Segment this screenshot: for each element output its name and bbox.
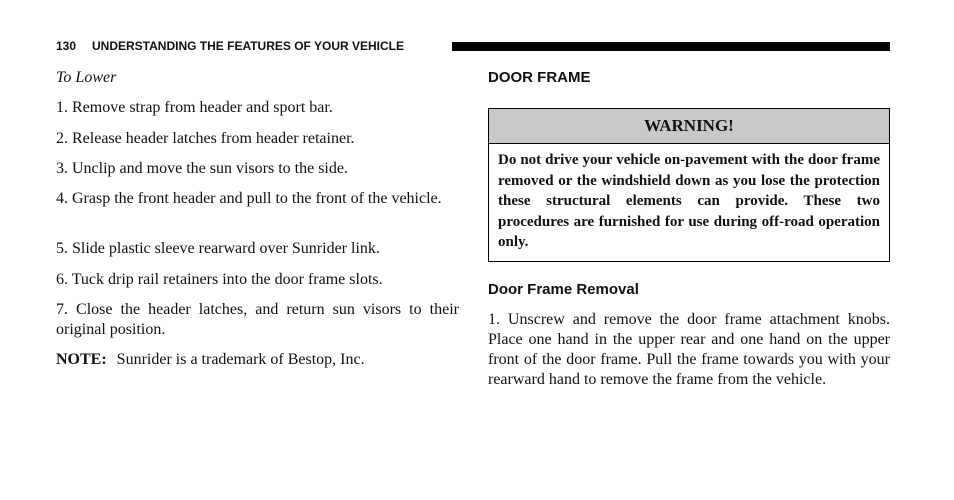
lower-step-6: 6. Tuck drip rail retainers into the door frame slots.: [56, 271, 383, 288]
note-text: Sunrider is a trademark of Bestop, Inc.: [116, 351, 365, 368]
page-number: 130: [56, 39, 77, 53]
page-header: [56, 38, 890, 54]
section-title: UNDERSTANDING THE FEATURES OF YOUR VEHICLE: [92, 39, 405, 53]
lower-step-3: 3. Unclip and move the sun visors to the side.: [56, 160, 348, 177]
lower-step-2: 2. Release header latches from header retainer.: [56, 130, 355, 147]
warning-title: WARNING!: [489, 109, 889, 144]
door-frame-heading: DOOR FRAME: [488, 69, 591, 86]
note: [56, 350, 459, 370]
removal-step-1: 1. Unscrew and remove the door frame attachment knobs. Place one hand in the upper rear and one hand on the upper front of the door frame. Pull the frame towards you with your rearward hand to remove the frame from the vehicle.: [488, 311, 890, 388]
lower-step-7: 7. Close the header latches, and return sun visors to their original position.: [56, 301, 459, 338]
lower-step-1: 1. Remove strap from header and sport bar.: [56, 99, 333, 116]
to-lower-subheading: To Lower: [56, 69, 117, 86]
warning-text: Do not drive your vehicle on-pavement with the door frame removed or the windshield down as you lose the protection these structural elements can provide. These two procedures are furnished for use during off-road operation only.: [498, 152, 880, 250]
lower-step-4: 4. Grasp the front header and pull to the front of the vehicle.: [56, 190, 442, 207]
header-rule: [452, 42, 890, 51]
lower-step-5: 5. Slide plastic sleeve rearward over Sunrider link.: [56, 240, 380, 257]
door-frame-removal-subheading: Door Frame Removal: [488, 281, 639, 298]
note-label: NOTE:: [56, 351, 107, 368]
warning-box: [488, 108, 890, 262]
